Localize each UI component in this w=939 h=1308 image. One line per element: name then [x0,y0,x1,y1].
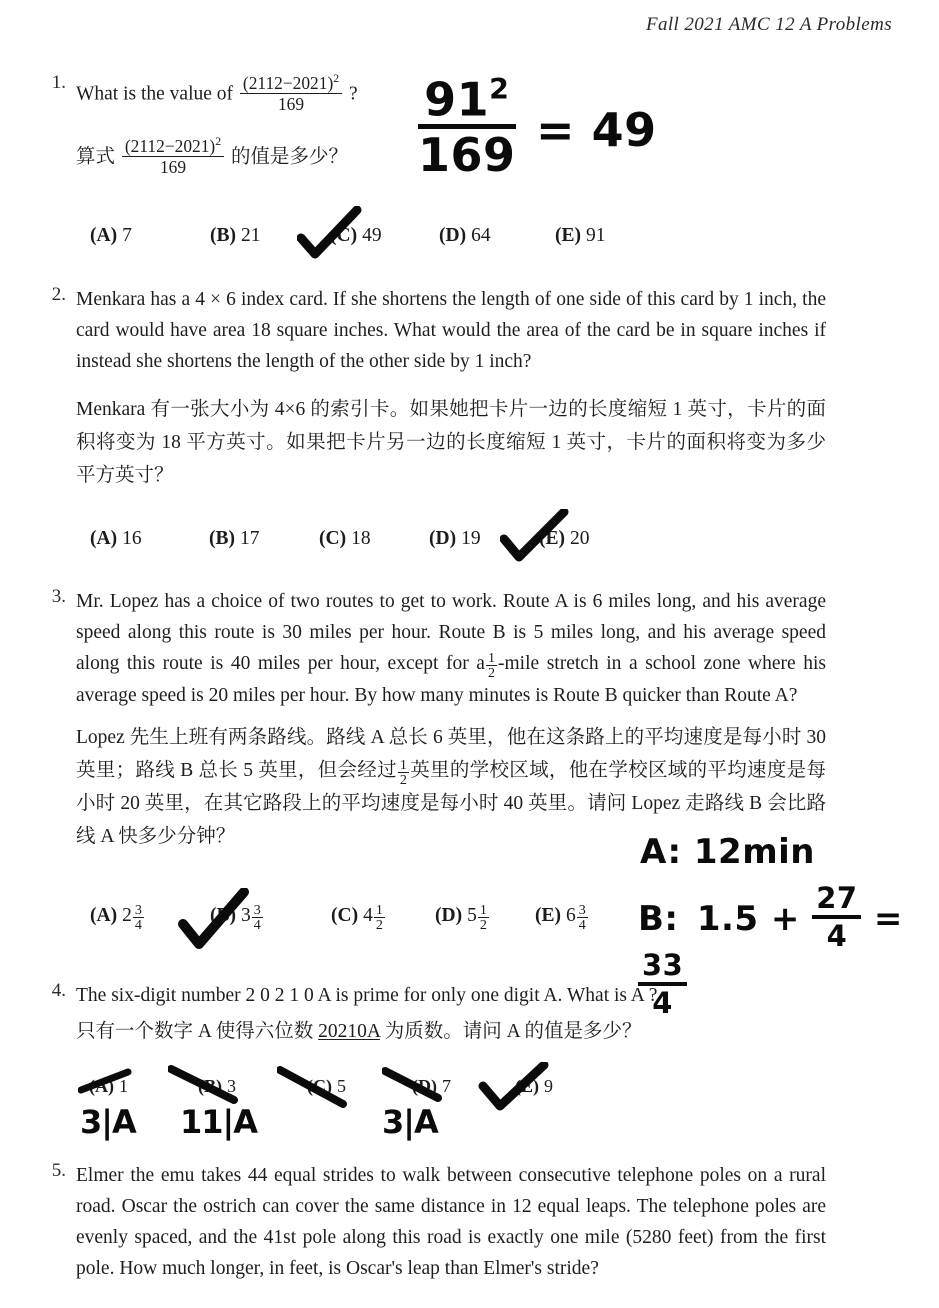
choice-2-C[interactable] [319,528,371,550]
hw-route-a-time: A: 12min [640,832,815,872]
hw-route-b-label: B: [638,899,679,940]
problem-4 [26,980,906,1048]
problem-5-english: Elmer the emu takes 44 equal strides to walk between consecutive telephone poles on a rural road. Oscar the ostrich can cover the same distance in 12 equal leaps. The telephone poles are evenly spaced, and the 41st pole along this road is exactly one mile (5280 feet) from the first pole. How much longer, in feet, is Oscar's leap than Elmer's stride? [76,1165,826,1279]
num-part-b-zh: 2021) [174,136,216,157]
choice-label: (A) [90,225,118,246]
choice-3-C[interactable] [331,903,386,932]
fraction-denominator: 2 [487,665,495,682]
choice-label: (C) [331,904,359,926]
fraction-numerator [240,72,342,94]
hw-num-value: 91 [424,72,490,127]
choice-value: 21 [241,225,261,246]
problem-4-choices [26,1076,906,1106]
choice-label: (E) [535,904,561,926]
handwriting-result: = 49 [536,103,657,158]
num-exponent: 2 [333,71,340,85]
choice-label: (B) [210,904,236,926]
handwriting-note-4-A: 3|A [80,1103,136,1141]
problem-1-zh-suffix: 的值是多少？ [231,147,349,168]
num-part-a-zh: (2112 [124,136,165,157]
problem-4-chinese [76,1015,826,1048]
checkmark-icon-problem-3 [178,888,250,950]
problem-4-zh-suffix: 为质数。请问 A 的值是多少？ [379,1021,642,1042]
choice-2-B[interactable] [209,528,260,550]
problem-4-english: The six-digit number 2 0 2 1 0 A is prime for only one digit A. What is A ? [76,985,658,1006]
num-part-b: 2021) [292,72,334,93]
fraction-numerator: 3 [253,902,261,918]
problem-2-number: 2. [51,284,66,305]
choice-1-A[interactable] [90,225,132,247]
problem-4-underlined-number: 20210A [318,1021,380,1042]
problem-5 [26,1160,906,1284]
fraction-denominator: 4 [578,917,586,934]
choice-2-A[interactable] [90,528,142,550]
choice-3-D[interactable] [435,903,490,932]
mixed-fraction [133,903,144,932]
problem-1-en-prefix: What is the value of [76,83,234,105]
fraction-numerator: 1 [487,650,495,667]
problem-3-choices [26,903,906,943]
choice-value: 64 [471,225,491,246]
choice-value: 19 [461,528,481,549]
strike-mark-choice-4-C [277,1064,351,1110]
mixed-fraction [577,903,588,932]
fraction-denominator: 2 [479,917,487,934]
problem-3-half-fraction-zh [398,758,409,787]
checkmark-icon-problem-4 [478,1062,550,1114]
handwriting-numerator [418,72,516,129]
fraction-denominator: 4 [253,917,261,934]
fraction-denominator: 169 [277,94,305,115]
problem-3-number: 3. [51,586,66,607]
hw-frac2-num: 33 [638,951,687,986]
choice-value [467,903,490,932]
fraction-denominator: 4 [134,917,142,934]
problem-4-number: 4. [51,980,66,1001]
num-exponent-zh: 2 [215,134,222,149]
mixed-whole: 4 [363,904,373,926]
problem-4-zh-prefix: 只有一个数字 A 使得六位数 [76,1021,319,1042]
choice-label: (B) [209,528,235,549]
handwriting-fraction [418,72,516,183]
handwriting-note-4-D: 3|A [382,1103,438,1141]
choice-value: 5 [337,1076,346,1096]
mixed-whole: 3 [241,904,251,926]
choice-label: (C) [319,528,347,549]
handwriting-problem-1 [418,72,657,183]
strike-mark-choice-4-A [78,1068,136,1104]
choice-value [122,903,145,932]
problem-1-en-suffix: ? [349,83,358,105]
num-part-a: (2112 [242,72,283,93]
choice-label: (C) [330,225,358,246]
problem-2-choices [26,528,906,558]
checkmark-icon-problem-1 [297,206,367,260]
problem-2-chinese: Menkara 有一张大小为 4×6 的索引卡。如果她把卡片一边的长度缩短 1 英寸，卡片的面积将变为 18 平方英寸。如果把卡片另一边的长度缩短 1 英寸，卡片的面积将变为多少平方英寸？ [76,399,826,486]
choice-1-D[interactable] [439,225,491,247]
choice-value: 7 [442,1076,451,1096]
fraction-denominator-zh: 169 [159,157,187,178]
choice-value: 16 [122,528,142,549]
problem-1-fraction-zh [122,135,224,176]
choice-label: (A) [90,904,118,926]
choice-label: (A) [89,1076,114,1096]
choice-value: 1 [119,1076,128,1096]
choice-value: 17 [240,528,260,549]
handwriting-note-4-B: 11|A [180,1103,257,1141]
choice-label: (D) [435,904,463,926]
mixed-fraction [374,903,385,932]
choice-value [363,903,386,932]
choice-1-E[interactable] [555,225,606,247]
choice-label: (D) [429,528,457,549]
choice-3-A[interactable] [90,903,145,932]
choice-2-D[interactable] [429,528,481,550]
problem-1-number: 1. [51,72,66,93]
choice-label: (E) [539,528,565,549]
choice-1-B[interactable] [210,225,261,247]
choice-3-E[interactable] [535,903,589,932]
problem-3-half-fraction [486,651,497,680]
choice-value [566,903,589,932]
choice-label: (C) [307,1076,332,1096]
hw-frac2-den: 4 [652,985,673,1020]
problem-1-zh-prefix: 算式 [76,147,116,168]
choice-label: (E) [555,225,581,246]
page-title: Fall 2021 AMC 12 A Problems [645,14,892,35]
mixed-whole: 6 [566,904,576,926]
fraction-denominator-zh: 2 [399,772,407,789]
problem-3 [26,586,906,853]
choice-value: 3 [227,1076,236,1096]
problem-2 [26,284,906,492]
num-minus-zh: − [164,136,175,157]
problem-1-fraction [240,72,342,113]
choice-label: (B) [198,1076,222,1096]
problem-3-en-part2: -mile stretch in a school zone where his average speed is 20 miles per hour. By how many minutes is Route B quicker than Route A? [76,653,826,707]
choice-label: (D) [412,1076,437,1096]
problem-3-english [76,586,826,711]
problem-1-choices [26,225,906,255]
fraction-numerator: 1 [479,902,487,918]
problem-3-en-part1: Mr. Lopez has a choice of two routes to get to work. Route A is 6 miles long, and his average speed along this route is 30 miles per hour. Route B is 5 miles long, and his average speed along this route is 40 miles per hour, except for a [76,591,826,674]
choice-value: 18 [351,528,371,549]
fraction-numerator: 3 [134,902,142,918]
strike-mark-choice-4-D [382,1066,446,1106]
choice-value: 49 [362,225,382,246]
choice-value: 91 [586,225,606,246]
problem-5-number: 5. [51,1160,66,1181]
fraction-numerator: 1 [375,902,383,918]
choice-label: (D) [439,225,467,246]
handwriting-denominator: 169 [418,128,516,183]
mixed-fraction [478,903,489,932]
choice-label: (E) [515,1076,539,1096]
problem-3-zh-part2: 英里的学校区域，他在学校区域的平均速度是每小时 20 英里，在其它路段上的平均速度是每小时 40 英里。请问 Lopez 走路线 B 会比路线 A 快多少分钟？ [76,760,826,848]
mixed-fraction [252,903,263,932]
hw-num-exponent: 2 [489,73,510,106]
choice-label: (B) [210,225,236,246]
problem-2-english: Menkara has a 4 × 6 index card. If she shortens the length of one side of this card by 1 inch, the card would have area 18 square inches. What would the area of the card be in square inches if instead she shortens the length of the other side by 1 inch? [76,289,826,372]
choice-value: 9 [544,1076,553,1096]
hw-equals: = [873,899,903,940]
mixed-whole: 5 [467,904,477,926]
fraction-denominator: 2 [375,917,383,934]
hw-frac1-den: 4 [826,918,848,953]
handwriting-problem-3-line-a [640,832,815,872]
num-minus: − [282,72,293,93]
choice-value: 7 [122,225,132,246]
fraction-numerator-zh: 1 [399,757,407,774]
hw-frac1-num: 27 [812,884,861,919]
hw-route-b-value: 1.5 + [696,899,800,940]
fraction-numerator: 3 [578,902,586,918]
problem-3-zh-part1: Lopez 先生上班有两条路线。路线 A 总长 6 英里，他在这条路上的平均速度是每小时 30 英里；路线 B 总长 5 英里，但会经过 [76,727,826,782]
strike-mark-choice-4-B [168,1064,242,1108]
checkmark-icon-problem-2 [500,509,572,563]
mixed-whole: 2 [122,904,132,926]
choice-value: 20 [570,528,590,549]
fraction-numerator-zh [122,135,224,157]
choice-label: (A) [90,528,118,549]
